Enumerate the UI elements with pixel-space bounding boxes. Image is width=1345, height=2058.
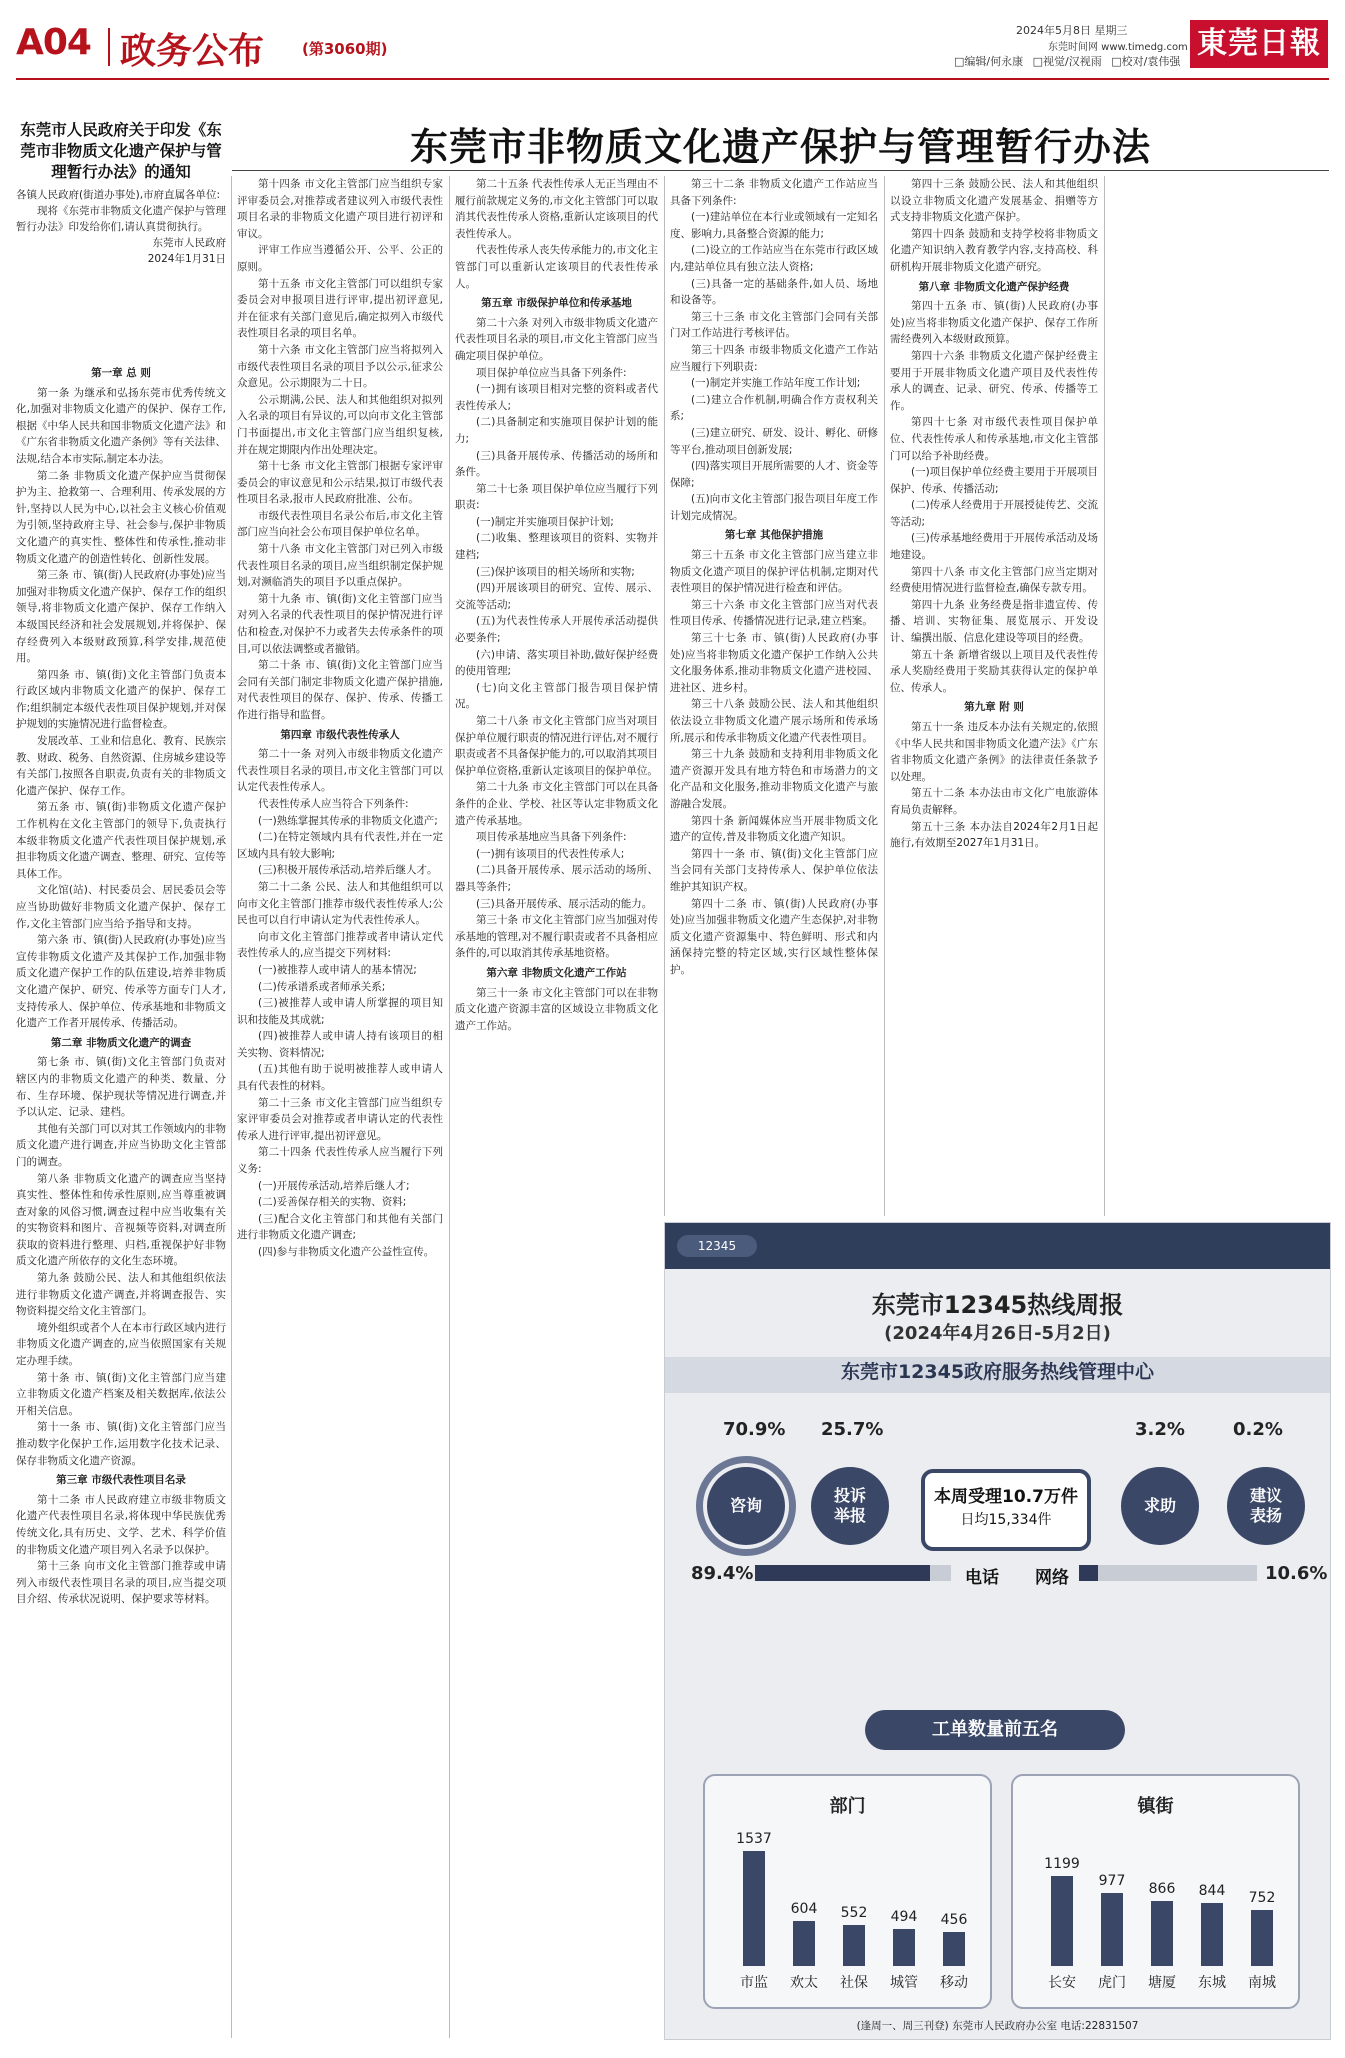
article-paragraph: 项目保护单位应当具备下列条件: xyxy=(476,366,627,379)
article-paragraph: 第十九条 市、镇(街)文化主管部门应当对列入名录的代表性项目的保护情况进行评估和检查,对保护不力或者失去传承条件的项目,可以依法调整或者撤销。 xyxy=(237,592,443,655)
article-paragraph: (三)具备开展传承、展示活动的能力。 xyxy=(476,897,653,910)
bar-南城 xyxy=(1251,1910,1273,1966)
town-panel xyxy=(1011,1774,1300,2009)
help-percent: 3.2% xyxy=(1135,1419,1185,1440)
article-paragraph: 第四十三条 鼓励公民、法人和其他组织以设立非物质文化遗产发展基金、捐赠等方式支持非物质文化遗产保护。 xyxy=(890,178,1098,224)
article-paragraph: 第五条 市、镇(街)非物质文化遗产保护工作机构在文化主管部门的领导下,负责执行本级非物质文化遗产代表性项目保护规划,承担非物质文化遗产调查、整理、研究、宣传等具体工作。 xyxy=(16,801,226,880)
article-paragraph: 第二十四条 代表性传承人应当履行下列义务: xyxy=(237,1146,443,1176)
chapter-heading: 第八章 非物质文化遗产保护经费 xyxy=(918,280,1070,293)
bar-城管 xyxy=(893,1929,915,1966)
department-panel-title: 部门 xyxy=(829,1796,866,1817)
article-paragraph: 代表性传承人丧失传承能力的,市文化主管部门可以重新认定该项目的代表性传承人。 xyxy=(455,244,658,290)
article-paragraph: 代表性传承人应当符合下列条件: xyxy=(258,797,409,810)
article-paragraph: (一)制定并实施工作站年度工作计划; xyxy=(691,377,861,390)
article-paragraph: 第二十一条 对列入市级非物质文化遗产代表性项目名录的项目,市文化主管部门可以认定代表性传承人。 xyxy=(237,748,443,794)
article-paragraph: 第二十九条 市文化主管部门可以在具备条件的企业、学校、社区等认定非物质文化遗产传承基地。 xyxy=(455,781,658,827)
masthead xyxy=(16,22,1329,84)
article-paragraph: 第五十一条 违反本办法有关规定的,依照《中华人民共和国非物质文化遗产法》《广东省非物质文化遗产条例》的法律责任条款予以处理。 xyxy=(890,721,1098,783)
article-paragraph: 第三十五条 市文化主管部门应当建立非物质文化遗产项目的保护评估机制,定期对代表性项目的保护情况进行检查和评估。 xyxy=(670,549,878,595)
article-paragraph: 第四十一条 市、镇(街)文化主管部门应当会同有关部门支持传承人、保护单位依法维护其知识产权。 xyxy=(670,847,878,893)
web-bar-fill xyxy=(1079,1565,1098,1581)
editor-credit: □校对/袁伟强 xyxy=(1111,55,1181,68)
column-divider xyxy=(1104,176,1105,1216)
article-column-3 xyxy=(455,176,658,2038)
article-paragraph: (二)具备制定和实施项目保护计划的能力; xyxy=(455,416,658,445)
help-label: 求助 xyxy=(1143,1496,1176,1515)
article-paragraph: 第五十三条 本办法自2024年2月1日起施行,有效期至2027年1月31日。 xyxy=(890,820,1098,850)
article-paragraph: (三)具备开展传承、传播活动的场所和条件。 xyxy=(455,449,658,479)
article-paragraph: 第十六条 市文化主管部门应当将拟列入市级代表性项目名录的项目予以公示,征求公众意见。公示期限为二十日。 xyxy=(237,343,443,390)
article-paragraph: 第五十二条 本办法由市文化广电旅游体育局负责解释。 xyxy=(890,787,1098,816)
article-paragraph: 第十二条 市人民政府建立市级非物质文化遗产代表性项目名录,将体现中华民族优秀传统文化,具有历史、文学、艺术、科学价值的非物质文化遗产项目列入名录予以保护。 xyxy=(16,1493,226,1556)
suggestion-percent: 0.2% xyxy=(1233,1419,1283,1440)
bar-category-label: 虎门 xyxy=(1098,1975,1126,1991)
phone-percent: 89.4% xyxy=(691,1563,754,1584)
article-paragraph: (一)被推荐人或申请人的基本情况; xyxy=(258,963,417,976)
report-period: (2024年4月26日-5月2日) xyxy=(884,1323,1111,1344)
article-paragraph: 评审工作应当遵循公开、公平、公正的原则。 xyxy=(237,244,443,273)
article-paragraph: 第十四条 市文化主管部门应当组织专家评审委员会,对推荐或者建议列入市级代表性项目名录的非物质文化遗产项目进行初评和审议。 xyxy=(237,178,443,240)
article-paragraph: 第三十一条 市文化主管部门可以在非物质文化遗产资源丰富的区域设立非物质文化遗产工作站。 xyxy=(455,986,658,1032)
article-paragraph: (三)配合文化主管部门和其他有关部门进行非物质文化遗产调查; xyxy=(237,1212,443,1242)
bar-category-label: 长安 xyxy=(1048,1975,1076,1991)
suggestion-label: 建议 表扬 xyxy=(1249,1486,1282,1525)
notice-body xyxy=(16,187,226,267)
bar-value-label: 1537 xyxy=(736,1830,772,1847)
article-paragraph: 第一条 为继承和弘扬东莞市优秀传统文化,加强对非物质文化遗产的保护、保存工作,根据《中华人民共和国非物质文化遗产法》和《广东省非物质文化遗产条例》等有关法律、法规,结合本市实际,制定本办法。 xyxy=(16,386,226,465)
column-divider xyxy=(884,176,885,1216)
notice-signer: 东莞市人民政府 xyxy=(152,237,226,249)
article-paragraph: 第二十二条 公民、法人和其他组织可以向市文化主管部门推荐市级代表性传承人;公民也可以自行申请认定为代表性传承人。 xyxy=(237,880,443,927)
article-paragraph: 第八条 非物质文化遗产的调查应当坚持真实性、整体性和传承性原则,应当尊重被调查对象的风俗习惯,调查过程中应当收集有关的实物资料和图片、音视频等资料,对调查所获取的资料进行整理、归档,重视保护好非物质文化遗产所依存的文化生态环境。 xyxy=(16,1172,226,1268)
notice-date: 2024年1月31日 xyxy=(147,253,226,265)
top5-header: 工单数量前五名 xyxy=(865,1710,1125,1750)
column-divider xyxy=(664,176,665,1216)
article-paragraph: (二)妥善保存相关的实物、资料; xyxy=(258,1196,407,1209)
article-paragraph: 第四十条 新闻媒体应当开展非物质文化遗产的宣传,普及非物质文化遗产知识。 xyxy=(670,814,878,844)
page-number: A04 xyxy=(16,22,91,63)
publish-date: 2024年5月8日 星期三 xyxy=(1016,24,1128,37)
bar-value-label: 494 xyxy=(890,1908,918,1925)
article-paragraph: 第四十四条 鼓励和支持学校将非物质文化遗产知识纳入教育教学内容,支持高校、科研机构开展非物质文化遗产研究。 xyxy=(890,227,1098,273)
report-header-bar xyxy=(665,1223,1330,1269)
article-paragraph: 第四十五条 市、镇(街)人民政府(办事处)应当将非物质文化遗产保护、保存工作所需经费列入本级财政预算。 xyxy=(890,300,1098,346)
article-paragraph: 公示期满,公民、法人和其他组织对拟列入名录的项目有异议的,可以向市文化主管部门书面提出,市文化主管部门应当组织复核,并在规定期限内作出处理决定。 xyxy=(237,393,443,456)
weekly-total: 本周受理10.7万件 xyxy=(934,1487,1078,1507)
issue-number: (第3060期) xyxy=(302,40,388,58)
article-paragraph: 第七条 市、镇(街)文化主管部门负责对辖区内的非物质文化遗产的种类、数量、分布、生存环境、保护现状等情况进行调查,并予以认定、记录、建档。 xyxy=(16,1056,226,1119)
article-paragraph: 第三十九条 鼓励和支持利用非物质文化遗产资源开发具有地方特色和市场潜力的文化产品和文化服务,推动非物质文化遗产与旅游融合发展。 xyxy=(670,748,878,810)
notice-title: 东莞市人民政府关于印发《东莞市非物质文化遗产保护与管理暂行办法》的通知 xyxy=(20,121,222,181)
article-paragraph: 第三十三条 市文化主管部门会同有关部门对工作站进行考核评估。 xyxy=(670,310,878,340)
chapter-heading: 第二章 非物质文化遗产的调查 xyxy=(50,1036,192,1049)
article-paragraph: (六)申请、落实项目补助,做好保护经费的使用管理; xyxy=(455,648,658,678)
article-paragraph: 第十三条 向市文化主管部门推荐或申请列入市级代表性项目名录的项目,应当提交项目介绍、传承状况说明、保护要求等材料。 xyxy=(16,1560,226,1606)
weekly-total-box xyxy=(921,1469,1091,1551)
article-paragraph: (一)开展传承活动,培养后继人才; xyxy=(258,1179,410,1192)
complaint-bubble xyxy=(811,1467,889,1545)
article-paragraph: 项目传承基地应当具备下列条件: xyxy=(476,831,627,844)
article-paragraph: 市级代表性项目名录公布后,市文化主管部门应当向社会公布项目保护单位名单。 xyxy=(237,509,443,539)
masthead-rule xyxy=(16,78,1329,80)
phone-bar-fill xyxy=(755,1565,930,1581)
article-paragraph: 第二十七条 项目保护单位应当履行下列职责: xyxy=(455,482,658,512)
article-paragraph: 第十五条 市文化主管部门可以组织专家委员会对申报项目进行评审,提出初评意见,并在征求有关部门意见后,确定拟列入市级代表性项目名录的项目名单。 xyxy=(237,277,443,340)
article-paragraph: 第二十八条 市文化主管部门应当对项目保护单位履行职责的情况进行评估,对不履行职责或者不具备保护能力的,可以取消其项目保护单位资格,重新认定该项目的保护单位。 xyxy=(455,715,658,777)
article-paragraph: (三)积极开展传承活动,培养后继人才。 xyxy=(258,864,438,877)
bar-category-label: 城管 xyxy=(890,1975,918,1991)
article-paragraph: 第十七条 市文化主管部门根据专家评审委员会的审议意见和公示结果,拟订市级代表性项目名录,报市人民政府批准、公布。 xyxy=(237,460,443,506)
bar-虎门 xyxy=(1101,1893,1123,1966)
article-paragraph: 第四十六条 非物质文化遗产保护经费主要用于开展非物质文化遗产项目及代表性传承人的调查、记录、研究、传承、传播等工作。 xyxy=(890,349,1098,412)
article-column-6 xyxy=(1110,176,1329,1216)
article-paragraph: (五)其他有助于说明被推荐人或申请人具有代表性的材料。 xyxy=(237,1063,443,1093)
article-paragraph: 第三十四条 市级非物质文化遗产工作站应当履行下列职责: xyxy=(670,343,878,373)
article-paragraph: (五)为代表性传承人开展传承活动提供必要条件; xyxy=(455,615,658,645)
article-paragraph: (四)落实项目开展所需要的人才、资金等保障; xyxy=(670,460,878,489)
article-paragraph: 第四十七条 对市级代表性项目保护单位、代表性传承人和传承基地,市文化主管部门可以给予补助经费。 xyxy=(890,416,1098,462)
article-paragraph: 第四条 市、镇(街)文化主管部门负责本行政区域内非物质文化遗产的保护、保存工作;组织制定本级代表性项目保护规划,并对保护规划的实施情况进行监督检查。 xyxy=(16,668,226,731)
article-paragraph: (七)向文化主管部门报告项目保护情况。 xyxy=(455,681,658,711)
article-paragraph: 第四十九条 业务经费是指非遗宣传、传播、培训、实物征集、展览展示、开发设计、编撰出版、信息化建设等项目的经费。 xyxy=(890,598,1098,645)
newspaper-logo: 東莞日報 xyxy=(1190,20,1328,68)
article-paragraph: (三)被推荐人或申请人所掌握的项目知识和技能及其成就; xyxy=(237,997,443,1026)
article-paragraph: (一)拥有该项目相对完整的资料或者代表性传承人; xyxy=(455,383,658,412)
report-title: 东莞市12345热线周报 xyxy=(871,1291,1124,1319)
article-paragraph: 第十一条 市、镇(街)文化主管部门应当推动数字化保护工作,运用数字化技术记录、保存非物质文化遗产资源。 xyxy=(16,1421,226,1467)
bar-value-label: 604 xyxy=(790,1900,818,1917)
article-paragraph: 第四十八条 市文化主管部门应当定期对经费使用情况进行监督检查,确保专款专用。 xyxy=(890,565,1098,595)
chapter-heading: 第一章 总 则 xyxy=(91,367,151,379)
complaint-percent: 25.7% xyxy=(821,1419,884,1440)
article-paragraph: (五)向市文化主管部门报告项目年度工作计划完成情况。 xyxy=(670,493,878,522)
article-title: 东莞市非物质文化遗产保护与管理暂行办法 xyxy=(409,124,1151,169)
government-notice xyxy=(16,120,226,267)
report-footer: (逢周一、周三刊登) 东莞市人民政府办公室 电话:22831507 xyxy=(856,2020,1139,2032)
article-paragraph: (四)参与非物质文化遗产公益性宣传。 xyxy=(258,1246,435,1258)
bar-移动 xyxy=(943,1932,965,1966)
article-paragraph: (三)传承基地经费用于开展传承活动及场地建设。 xyxy=(890,532,1098,562)
consult-bubble xyxy=(707,1467,785,1545)
help-bubble xyxy=(1121,1467,1199,1545)
article-paragraph: 第三条 市、镇(街)人民政府(办事处)应当加强对非物质文化遗产保护、保存工作的组织领导,将非物质文化遗产保护、保存工作纳入本级国民经济和社会发展规划,并将保护、保存经费列入本级财政预算,科学安排,规范使用。 xyxy=(16,569,226,665)
article-paragraph: 第三十八条 鼓励公民、法人和其他组织依法设立非物质文化遗产展示场所和传承场所,展示和传承非物质文化遗产代表性项目。 xyxy=(670,698,878,744)
article-paragraph: (一)制定并实施项目保护计划; xyxy=(476,515,614,528)
article-paragraph: (四)被推荐人或申请人持有该项目的相关实物、资料情况; xyxy=(237,1030,443,1059)
bar-东城 xyxy=(1201,1903,1223,1966)
article-paragraph: 第二十条 市、镇(街)文化主管部门应当会同有关部门制定非物质文化遗产保护措施,对代表性项目的保存、保护、传承、传播工作进行指导和监督。 xyxy=(237,659,443,721)
phone-label: 电话 xyxy=(965,1568,999,1588)
department-panel xyxy=(703,1774,992,2009)
section-title: 政务公布 xyxy=(120,31,265,72)
article-column-4 xyxy=(670,176,878,1216)
article-paragraph: (一)项目保护单位经费主要用于开展项目保护、传承、传播活动; xyxy=(890,466,1098,495)
title-rule xyxy=(232,170,1329,171)
report-organization: 东莞市12345政府服务热线管理中心 xyxy=(665,1357,1330,1393)
chapter-heading: 第三章 市级代表性项目名录 xyxy=(56,1474,186,1487)
notice-addressee: 各镇人民政府(街道办事处),市府直属各单位: xyxy=(16,189,221,201)
article-paragraph: (四)开展该项目的研究、宣传、展示、交流等活动; xyxy=(455,582,658,611)
article-paragraph: (二)在特定领域内具有代表性,并在一定区域内具有较大影响; xyxy=(237,831,443,860)
chapter-heading: 第五章 市级保护单位和传承基地 xyxy=(481,297,632,310)
article-paragraph: (一)建站单位在本行业或领域有一定知名度、影响力,具备整合资源的能力; xyxy=(670,211,878,240)
editor-credit: □视觉/汉视雨 xyxy=(1032,55,1102,68)
hotline-badge: 12345 xyxy=(677,1235,757,1257)
article-paragraph: 第二十五条 代表性传承人无正当理由不履行前款规定义务的,市文化主管部门可以取消其代表性传承人资格,重新认定该项目的代表性传承人。 xyxy=(455,178,658,240)
article-paragraph: (二)设立的工作站应当在东莞市行政区域内,建站单位具有独立法人资格; xyxy=(670,244,878,273)
bar-value-label: 1199 xyxy=(1044,1856,1080,1873)
article-paragraph: (二)具备开展传承、展示活动的场所、器具等条件; xyxy=(455,864,658,893)
bar-category-label: 东城 xyxy=(1198,1975,1226,1991)
article-column-2 xyxy=(237,176,443,2038)
article-paragraph: 第十八条 市文化主管部门对已列入市级代表性项目名录的项目,应当组织制定保护规划,对濒临消失的项目予以重点保护。 xyxy=(237,543,443,589)
article-paragraph: 第六条 市、镇(街)人民政府(办事处)应当宣传非物质文化遗产及其保护工作,加强非物质文化遗产保护工作的队伍建设,培养非物质文化遗产保护、研究、传承等方面专门人才,支持传承人、保护单位、传承基地和非物质文化遗产工作者开展传承、传播活动。 xyxy=(16,934,226,1030)
article-paragraph: (三)保护该项目的相关场所和实物; xyxy=(476,565,635,578)
web-label: 网络 xyxy=(1035,1568,1069,1588)
article-column-5 xyxy=(890,176,1098,1216)
article-paragraph: 第三十二条 非物质文化遗产工作站应当具备下列条件: xyxy=(670,178,878,207)
article-paragraph: 第四十二条 市、镇(街)人民政府(办事处)应当加强非物质文化遗产生态保护,对非物质文化遗产资源集中、特色鲜明、形式和内涵保持完整的特定区域,实行区域性整体保护。 xyxy=(670,897,878,976)
consult-label: 咨询 xyxy=(729,1496,762,1515)
bar-value-label: 844 xyxy=(1198,1882,1226,1899)
bar-塘厦 xyxy=(1151,1901,1173,1966)
bar-长安 xyxy=(1051,1876,1073,1966)
chapter-heading: 第六章 非物质文化遗产工作站 xyxy=(486,966,627,979)
town-panel-title: 镇街 xyxy=(1137,1796,1174,1817)
bar-category-label: 社保 xyxy=(840,1975,868,1991)
article-paragraph: 向市文化主管部门推荐或者申请认定代表性传承人的,应当提交下列材料: xyxy=(237,930,443,960)
daily-average: 日均15,334件 xyxy=(960,1512,1052,1528)
article-paragraph: 第二十六条 对列入市级非物质文化遗产代表性项目名录的项目,市文化主管部门应当确定项目保护单位。 xyxy=(455,316,658,362)
column-divider xyxy=(449,176,450,2038)
article-paragraph: (一)拥有该项目的代表性传承人; xyxy=(476,847,625,860)
bar-欢太 xyxy=(793,1921,815,1966)
bar-社保 xyxy=(843,1925,865,1966)
notice-paragraph: 现将《东莞市非物质文化遗产保护与管理暂行办法》印发给你们,请认真贯彻执行。 xyxy=(16,205,226,233)
bar-category-label: 欢太 xyxy=(790,1975,818,1991)
chapter-heading: 第四章 市级代表性传承人 xyxy=(280,728,400,741)
web-bar-track xyxy=(1079,1565,1257,1581)
bar-category-label: 市监 xyxy=(740,1975,768,1991)
bar-市监 xyxy=(743,1851,765,1966)
phone-bar-track xyxy=(755,1565,951,1581)
article-paragraph: (二)传承谱系或者师承关系; xyxy=(258,980,386,993)
bar-value-label: 977 xyxy=(1098,1872,1126,1889)
article-paragraph: 第九条 鼓励公民、法人和其他组织依法进行非物质文化遗产调查,并将调查报告、实物资料提交给文化主管部门。 xyxy=(16,1272,226,1318)
article-paragraph: (一)熟练掌握其传承的非物质文化遗产; xyxy=(258,814,438,827)
chapter-heading: 第九章 附 则 xyxy=(964,701,1024,714)
article-paragraph: 发展改革、工业和信息化、教育、民族宗教、财政、税务、自然资源、住房城乡建设等有关部门,按照各自职责,负责有关的非物质文化遗产保护、保存工作。 xyxy=(16,735,226,797)
bar-value-label: 752 xyxy=(1248,1889,1276,1906)
editor-credits xyxy=(954,53,1186,69)
complaint-label: 投诉 举报 xyxy=(833,1486,866,1525)
article-paragraph: (三)具备一定的基础条件,如人员、场地和设备等。 xyxy=(670,277,878,307)
article-paragraph: 第三十条 市文化主管部门应当加强对传承基地的管理,对不履行职责或者不具备相应条件的,可以取消其传承基地资格。 xyxy=(455,914,658,960)
article-column-1 xyxy=(16,362,226,2038)
article-paragraph: (二)收集、整理该项目的资料、实物并建档; xyxy=(455,532,658,562)
bar-value-label: 552 xyxy=(840,1904,868,1921)
consult-percent: 70.9% xyxy=(723,1419,786,1440)
bar-category-label: 塘厦 xyxy=(1148,1975,1176,1991)
article-paragraph: 第五十条 新增省级以上项目及代表性传承人奖励经费用于奖励其获得认定的保护单位、传承人。 xyxy=(890,648,1098,694)
article-paragraph: 文化馆(站)、村民委员会、居民委员会等应当协助做好非物质文化遗产保护、保存工作,文化主管部门应当给予指导和支持。 xyxy=(16,884,226,930)
article-paragraph: 第二十三条 市文化主管部门应当组织专家评审委员会对推荐或者申请认定的代表性传承人进行评审,提出初评意见。 xyxy=(237,1096,443,1142)
article-paragraph: 第十条 市、镇(街)文化主管部门应当建立非物质文化遗产档案及相关数据库,依法公开相关信息。 xyxy=(16,1371,226,1417)
editor-credit: □编辑/何永康 xyxy=(954,55,1024,68)
suggestion-bubble xyxy=(1227,1467,1305,1545)
hotline-weekly-report xyxy=(664,1222,1331,2040)
article-paragraph: 第三十七条 市、镇(街)人民政府(办事处)应当将非物质文化遗产保护工作纳入公共文化服务体系,推动非物质文化遗产进校园、进社区、进乡村。 xyxy=(670,632,878,694)
article-paragraph: 第二条 非物质文化遗产保护应当贯彻保护为主、抢救第一、合理利用、传承发展的方针,坚持以人民为中心,以社会主义核心价值观为引领,坚持政府主导、社会参与,保护非物质文化遗产的真实性、整体性和传承性,推动非物质文化遗产的创造性转化、创新性发展。 xyxy=(16,469,226,565)
article-paragraph: (三)建立研究、研发、设计、孵化、研修等平台,推动项目创新发展; xyxy=(670,426,878,456)
masthead-separator xyxy=(108,28,110,66)
article-paragraph: 其他有关部门可以对其工作领域内的非物质文化遗产进行调查,并应当协助文化主管部门的调查。 xyxy=(16,1122,226,1168)
bar-category-label: 南城 xyxy=(1248,1975,1276,1991)
bar-category-label: 移动 xyxy=(940,1975,968,1991)
website-url[interactable]: 东莞时间网 www.timedg.com xyxy=(1048,42,1188,53)
web-percent: 10.6% xyxy=(1265,1563,1328,1584)
bar-value-label: 866 xyxy=(1148,1881,1176,1898)
column-divider xyxy=(231,176,232,2038)
article-paragraph: (二)建立合作机制,明确合作方责权利关系; xyxy=(670,393,878,423)
article-paragraph: 第三十六条 市文化主管部门应当对代表性项目传承、传播情况进行记录,建立档案。 xyxy=(670,598,878,628)
article-paragraph: 境外组织或者个人在本市行政区域内进行非物质文化遗产调查的,应当依照国家有关规定办理手续。 xyxy=(16,1321,226,1368)
article-paragraph: (二)传承人经费用于开展授徒传艺、交流等活动; xyxy=(890,499,1098,528)
chapter-heading: 第七章 其他保护措施 xyxy=(724,529,824,542)
bar-value-label: 456 xyxy=(940,1911,968,1928)
